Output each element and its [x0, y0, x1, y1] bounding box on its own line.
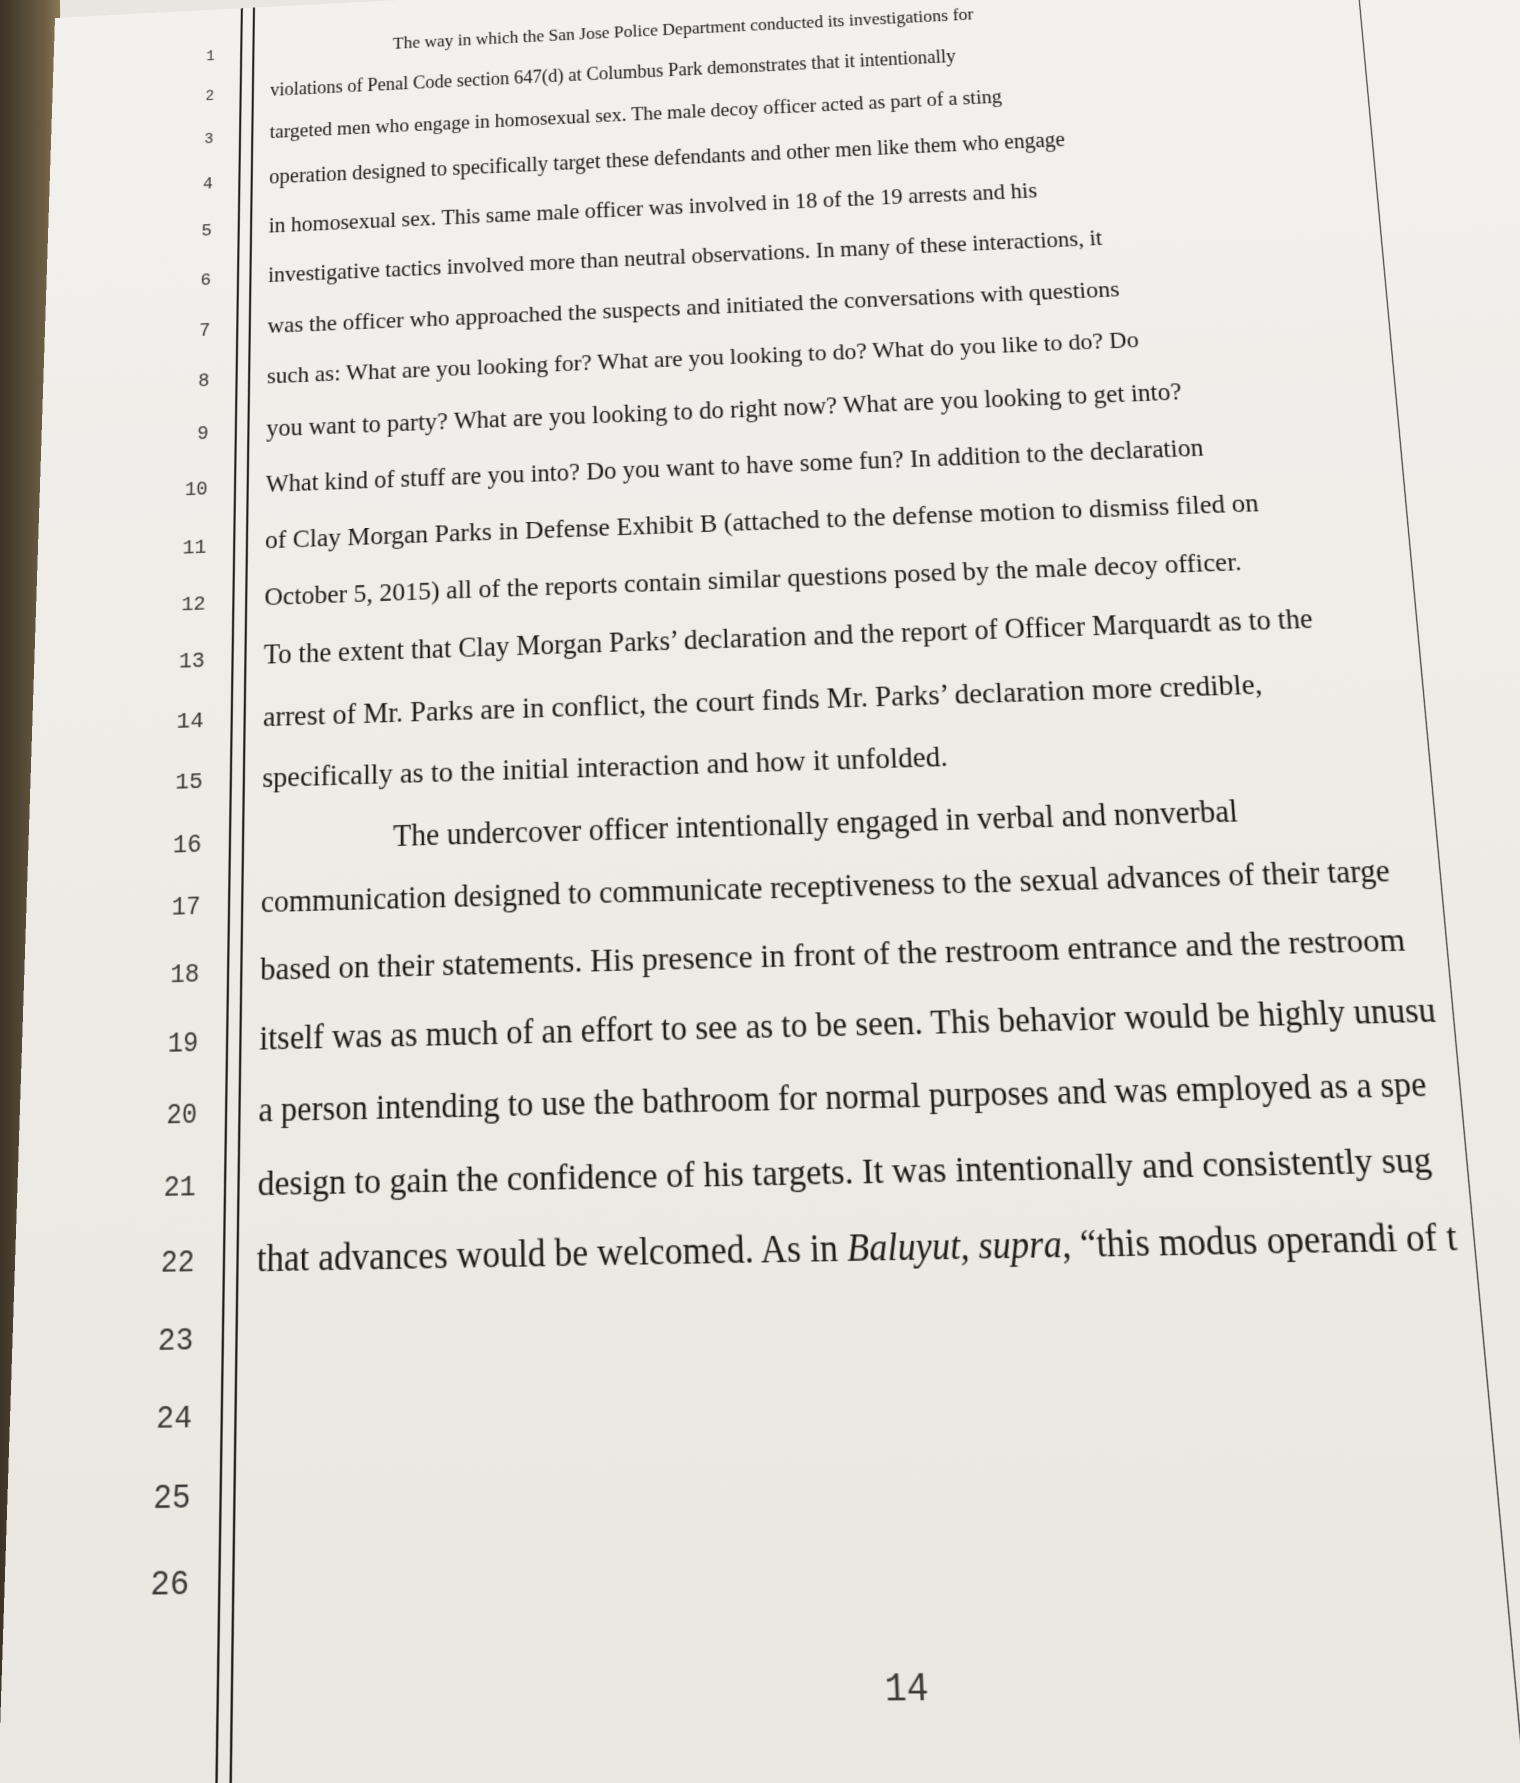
margin-rule-right: [1354, 0, 1520, 1783]
text-line: itself was as much of an effort to see as to be seen. This behavior would be highly unusu: [259, 991, 1438, 1058]
line-number: 7: [198, 320, 211, 343]
line-number: 23: [157, 1321, 194, 1360]
line-number: 24: [155, 1399, 193, 1438]
line-number: 8: [197, 371, 210, 393]
line-number: 14: [176, 709, 204, 736]
text-line: in homosexual sex. This same male officer was involved in 18 of the 19 arrests and his: [268, 177, 1038, 238]
text-line: of Clay Morgan Parks in Defense Exhibit B (attached to the defense motion to dismiss filed on: [264, 488, 1260, 555]
line-number: 20: [166, 1099, 198, 1132]
text-line: specifically as to the initial interaction and how it unfolded.: [262, 739, 949, 794]
text-segment: , “this modus operandi of t: [1060, 1214, 1459, 1266]
text-line: based on their statements. His presence in front of the restroom entrance and the restroom: [259, 921, 1407, 989]
text-line: What kind of stuff are you into? Do you want to have some fun? In addition to the declaration: [265, 433, 1205, 498]
text-line: operation designed to specifically target these defendants and other men like them who engage: [269, 128, 1066, 189]
margin-rule-left-outer: [208, 8, 243, 1783]
line-number: 13: [178, 649, 205, 676]
line-number: 16: [172, 831, 202, 861]
line-number: 21: [163, 1172, 197, 1206]
text-line: October 5, 2015) all of the reports contain similar questions posed by the male decoy officer.: [264, 547, 1243, 612]
line-number: 25: [152, 1480, 191, 1520]
line-number: 9: [196, 423, 209, 446]
text-line: was the officer who approached the suspects and initiated the conversations with questions: [267, 274, 1121, 339]
line-number: 17: [171, 893, 201, 923]
line-number: 18: [170, 960, 200, 991]
line-number: 19: [167, 1028, 199, 1061]
text-line: you want to party? What are you looking to do right now? What are you looking to get into?: [266, 377, 1183, 442]
page-number: 14: [883, 1667, 930, 1714]
text-line: arrest of Mr. Parks are in conflict, the court finds Mr. Parks’ declaration more credible,: [262, 667, 1264, 733]
text-line: a person intending to use the bathroom for normal purposes and was employed as a spe: [258, 1065, 1429, 1130]
line-number: 10: [184, 479, 208, 502]
text-segment: that advances would be welcomed. As in: [256, 1225, 848, 1280]
case-citation-italic: Baluyut, supra: [846, 1221, 1063, 1270]
text-line: To the extent that Clay Morgan Parks’ declaration and the report of Officer Marquardt as to the: [263, 603, 1314, 671]
line-number: 4: [202, 175, 213, 194]
line-number: 26: [149, 1565, 190, 1607]
text-line: violations of Penal Code section 647(d) at Columbus Park demonstrates that it intentionally: [270, 45, 957, 100]
text-line: such as: What are you looking for? What are you looking to do? What do you like to do? Do: [266, 325, 1140, 389]
line-number: 6: [200, 271, 212, 292]
line-number: 15: [175, 769, 203, 797]
text-line-25: [257, 1215, 1459, 1282]
line-number: 2: [205, 88, 215, 106]
text-line: The undercover officer intentionally engaged in verbal and nonverbal: [393, 793, 1239, 853]
text-line: communication designed to communicate receptiveness to the sexual advances of their targe: [260, 852, 1392, 920]
line-number: 3: [204, 130, 214, 149]
text-line: targeted men who engage in homosexual sex. The male decoy officer acted as part of a sting: [269, 86, 1003, 144]
line-number: 1: [206, 49, 215, 66]
line-number: 11: [182, 535, 207, 561]
line-number: 12: [181, 591, 206, 617]
text-line: design to gain the confidence of his targets. It was intentionally and consistently sug: [257, 1139, 1434, 1204]
text-line: investigative tactics involved more than neutral observations. In many of these interactions, it: [267, 224, 1103, 288]
line-number: 22: [160, 1245, 195, 1282]
text-line: The way in which the San Jose Police Department conducted its investigations for: [392, 4, 974, 53]
line-number: 5: [201, 221, 213, 242]
